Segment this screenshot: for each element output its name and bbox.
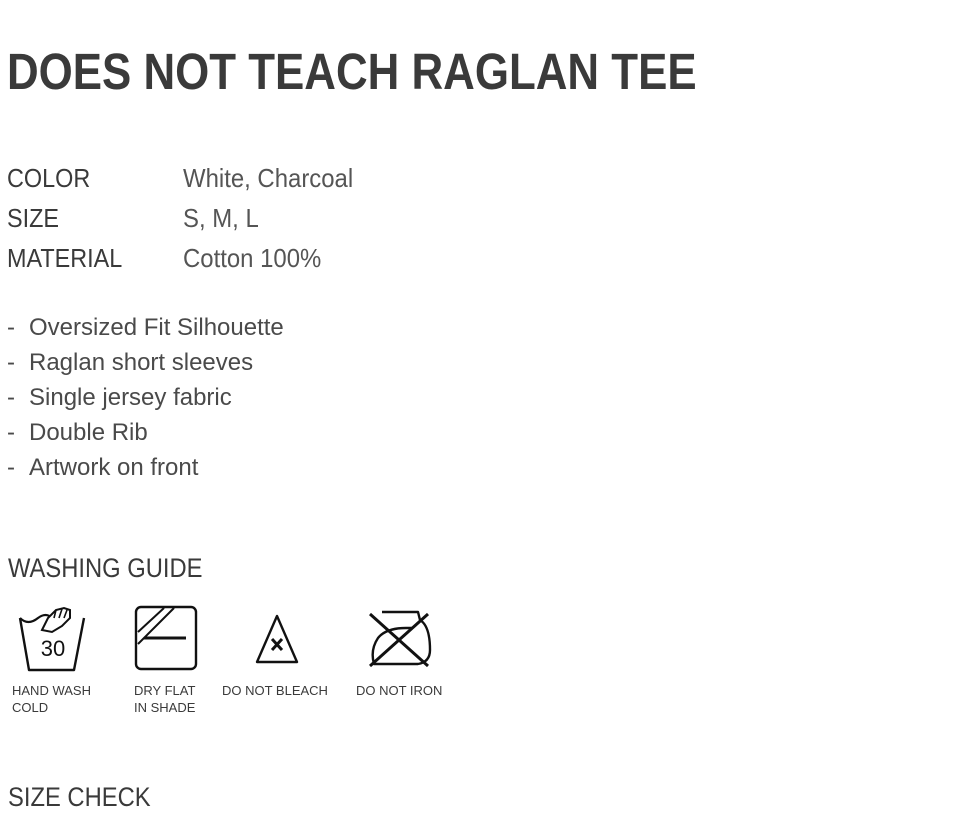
washing-guide-heading: WASHING GUIDE [8,553,203,583]
feature-text: Double Rib [29,418,148,446]
bullet-dash: - [7,348,15,376]
hand-wash-icon [12,604,88,676]
spec-key: MATERIAL [7,242,123,273]
care-label-line: COLD [12,700,49,715]
bullet-dash: - [7,383,15,411]
spec-value: Cotton 100% [183,242,322,273]
care-label-line: DO NOT IRON [356,683,443,698]
feature-list [7,310,284,485]
spec-value: S, M, L [183,202,259,233]
care-label [12,682,91,716]
bullet-dash: - [7,418,15,446]
dry-flat-shade-icon [134,604,200,672]
feature-text: Oversized Fit Silhouette [29,313,284,341]
care-label [356,682,442,699]
list-item [7,450,284,485]
spec-key: COLOR [7,162,91,193]
size-check-heading: SIZE CHECK [8,782,151,812]
do-not-bleach-icon [222,604,332,672]
care-label [222,682,328,699]
care-label-line: IN SHADE [134,700,196,715]
list-item [7,415,284,450]
list-item [7,310,284,345]
list-item [7,380,284,415]
care-label-line: HAND WASH [12,683,91,698]
feature-text: Artwork on front [29,453,199,481]
do-not-iron-icon [356,604,446,672]
spec-value: White, Charcoal [183,162,354,193]
spec-row-material [7,238,368,278]
spec-table [7,158,368,278]
bullet-dash: - [7,453,15,481]
feature-text: Single jersey fabric [29,383,232,411]
spec-key: SIZE [7,202,60,233]
care-label [134,682,195,716]
wash-temperature: 30 [40,636,66,661]
care-label-line: DRY FLAT [134,683,196,698]
list-item [7,345,284,380]
spec-row-size [7,198,368,238]
bullet-dash: - [7,313,15,341]
care-label-line: DO NOT BLEACH [222,683,328,698]
spec-row-color [7,158,368,198]
product-title: DOES NOT TEACH RAGLAN TEE [7,43,697,100]
feature-text: Raglan short sleeves [29,348,254,376]
